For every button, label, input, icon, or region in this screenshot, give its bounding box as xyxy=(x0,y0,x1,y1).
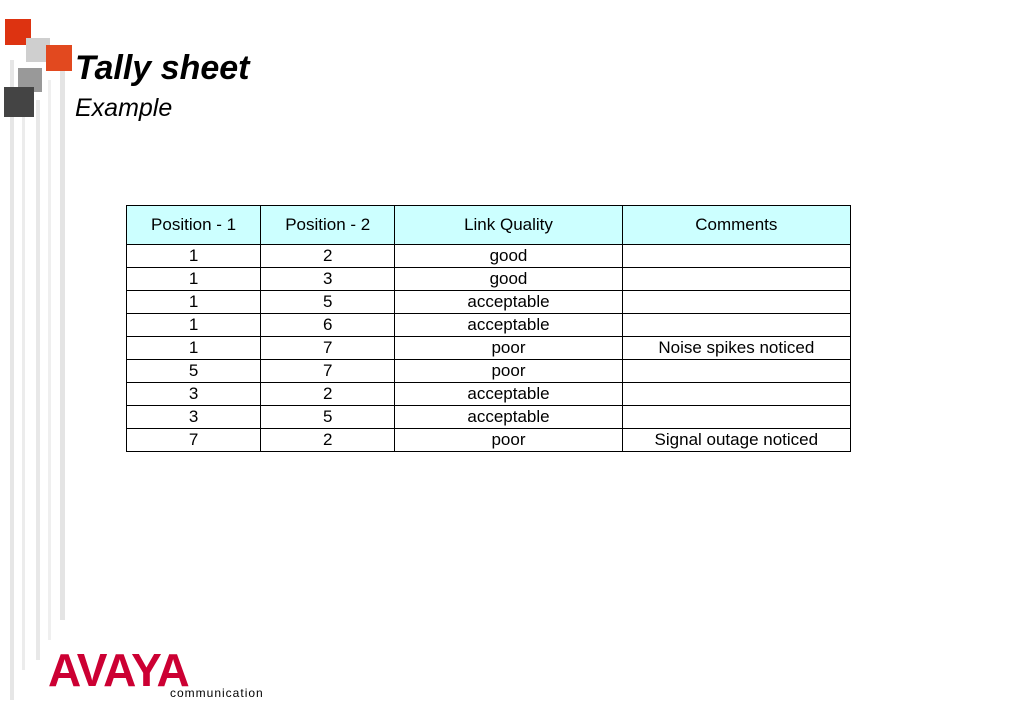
deco-stripe xyxy=(22,90,25,670)
cell-position-1: 1 xyxy=(127,337,261,360)
deco-stripe xyxy=(48,80,51,640)
column-header-comments: Comments xyxy=(622,206,850,245)
slide-title: Tally sheet xyxy=(75,49,250,87)
cell-link-quality: acceptable xyxy=(395,314,622,337)
cell-position-2: 5 xyxy=(261,291,395,314)
cell-link-quality: acceptable xyxy=(395,383,622,406)
deco-stripe xyxy=(36,100,40,660)
slide-subtitle: Example xyxy=(75,94,173,122)
cell-link-quality: poor xyxy=(395,337,622,360)
column-header-position-2: Position - 2 xyxy=(261,206,395,245)
corner-decoration xyxy=(0,0,80,709)
table-row xyxy=(127,383,851,406)
cell-position-1: 1 xyxy=(127,314,261,337)
table-row xyxy=(127,268,851,291)
cell-link-quality: good xyxy=(395,245,622,268)
cell-position-2: 2 xyxy=(261,429,395,452)
cell-position-2: 3 xyxy=(261,268,395,291)
cell-comments: Signal outage noticed xyxy=(622,429,850,452)
cell-position-1: 3 xyxy=(127,383,261,406)
cell-link-quality: poor xyxy=(395,429,622,452)
cell-link-quality: acceptable xyxy=(395,406,622,429)
deco-square-dark xyxy=(4,87,34,117)
cell-comments xyxy=(622,268,850,291)
table-row xyxy=(127,429,851,452)
cell-position-1: 1 xyxy=(127,245,261,268)
cell-position-1: 1 xyxy=(127,291,261,314)
cell-position-2: 7 xyxy=(261,337,395,360)
cell-position-1: 7 xyxy=(127,429,261,452)
column-header-position-1: Position - 1 xyxy=(127,206,261,245)
logo-tagline: communication xyxy=(170,686,264,700)
table-row xyxy=(127,291,851,314)
cell-comments xyxy=(622,245,850,268)
cell-comments xyxy=(622,360,850,383)
deco-stripe xyxy=(10,60,14,700)
cell-comments xyxy=(622,406,850,429)
cell-comments: Noise spikes noticed xyxy=(622,337,850,360)
cell-position-1: 1 xyxy=(127,268,261,291)
cell-position-1: 3 xyxy=(127,406,261,429)
cell-link-quality: good xyxy=(395,268,622,291)
cell-link-quality: acceptable xyxy=(395,291,622,314)
cell-position-2: 2 xyxy=(261,245,395,268)
table-row xyxy=(127,314,851,337)
cell-comments xyxy=(622,314,850,337)
table-row xyxy=(127,360,851,383)
cell-link-quality: poor xyxy=(395,360,622,383)
cell-position-2: 5 xyxy=(261,406,395,429)
cell-position-1: 5 xyxy=(127,360,261,383)
cell-position-2: 6 xyxy=(261,314,395,337)
deco-stripe xyxy=(60,70,65,620)
table-row xyxy=(127,245,851,268)
cell-position-2: 2 xyxy=(261,383,395,406)
tally-table xyxy=(126,205,851,452)
logo-wordmark: AVAYA xyxy=(48,648,189,696)
table-row xyxy=(127,406,851,429)
deco-square-red xyxy=(46,45,72,71)
cell-comments xyxy=(622,291,850,314)
table-header-row xyxy=(127,206,851,245)
cell-position-2: 7 xyxy=(261,360,395,383)
table-row xyxy=(127,337,851,360)
cell-comments xyxy=(622,383,850,406)
column-header-link-quality: Link Quality xyxy=(395,206,622,245)
